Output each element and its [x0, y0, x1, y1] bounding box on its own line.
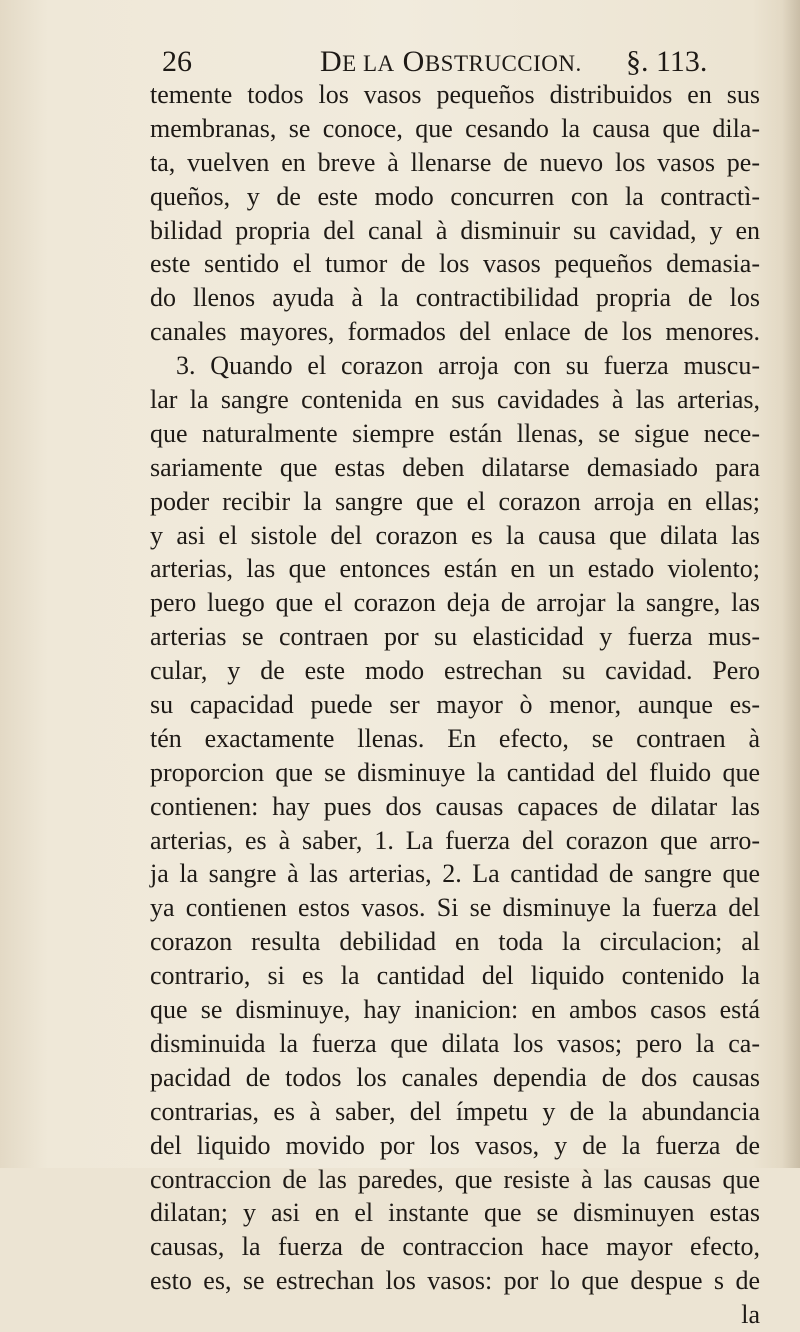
text-line: contrarias, es à saber, del ímpetu y de la abundancia	[150, 1096, 760, 1126]
text-line: queños, y de este modo concurren con la contractì-	[150, 181, 760, 211]
catchword: la	[741, 1300, 760, 1330]
text-line: esto es, se estrechan los vasos: por lo que despue s de	[150, 1266, 760, 1296]
title-initial-2: O	[402, 45, 425, 78]
text-line: ta, vuelven en breve à llenarse de nuevo los vasos pe-	[150, 147, 760, 177]
page-edge-shadow	[782, 0, 800, 1168]
text-line: poder recibir la sangre que el corazon arroja en ellas;	[150, 486, 760, 516]
text-line: canales mayores, formados del enlace de los menores.	[150, 317, 760, 347]
text-line: que se disminuye, hay inanicion: en ambos casos está	[150, 995, 760, 1025]
text-line: ja la sangre à las arterias, 2. La cantidad de sangre que	[150, 859, 760, 889]
text-line: contraccion de las paredes, que resiste à las causas que	[150, 1164, 760, 1194]
text-line: su capacidad puede ser mayor ò menor, aunque es-	[150, 690, 760, 720]
title-smallcaps-1: E LA	[342, 51, 395, 76]
text-line: y asi el sistole del corazon es la causa que dilata las	[150, 520, 760, 550]
text-line: del liquido movido por los vasos, y de la fuerza de	[150, 1130, 760, 1160]
text-line: cular, y de este modo estrechan su cavidad. Pero	[150, 656, 760, 686]
text-line: corazon resulta debilidad en toda la circulacion; al	[150, 927, 760, 957]
text-line: este sentido el tumor de los vasos pequeños demasia-	[150, 249, 760, 279]
text-line: do llenos ayuda à la contractibilidad propria de los	[150, 283, 760, 313]
text-line: causas, la fuerza de contraccion hace mayor efecto,	[150, 1232, 760, 1262]
section-number: §. 113.	[626, 45, 708, 78]
text-line: ya contienen estos vasos. Si se disminuye la fuerza del	[150, 893, 760, 923]
text-line: disminuida la fuerza que dilata los vasos; pero la ca-	[150, 1028, 760, 1058]
body-text	[150, 78, 760, 1332]
page-number: 26	[162, 45, 192, 78]
paragraph-start-line: 3. Quando el corazon arroja con su fuerza muscu-	[176, 351, 760, 381]
text-line: que naturalmente siempre están llenas, se sigue nece-	[150, 418, 760, 448]
text-line: contrario, si es la cantidad del liquido contenido la	[150, 961, 760, 991]
text-line: sariamente que estas deben dilatarse demasiado para	[150, 452, 760, 482]
title-smallcaps-2: BSTRUCCION.	[424, 51, 582, 76]
text-line: arterias, es à saber, 1. La fuerza del corazon que arro-	[150, 825, 760, 855]
text-line: bilidad propria del canal à disminuir su cavidad, y en	[150, 215, 760, 245]
text-line: contienen: hay pues dos causas capaces de dilatar las	[150, 791, 760, 821]
text-line: tén exactamente llenas. En efecto, se contraen à	[150, 723, 760, 753]
text-line: lar la sangre contenida en sus cavidades à las arterias,	[150, 385, 760, 415]
text-line: pacidad de todos los canales dependia de dos causas	[150, 1062, 760, 1092]
text-line: temente todos los vasos pequeños distribuidos en sus	[150, 80, 760, 109]
text-line: proporcion que se disminuye la cantidad del fluido que	[150, 757, 760, 787]
text-line: arterias se contraen por su elasticidad y fuerza mus-	[150, 622, 760, 652]
title-initial-1: D	[320, 45, 343, 78]
text-line: pero luego que el corazon deja de arrojar la sangre, las	[150, 588, 760, 618]
text-line: arterias, las que entonces están en un estado violento;	[150, 554, 760, 584]
text-line: dilatan; y asi en el instante que se disminuyen estas	[150, 1198, 760, 1228]
text-line: membranas, se conoce, que cesando la causa que dila-	[150, 113, 760, 143]
